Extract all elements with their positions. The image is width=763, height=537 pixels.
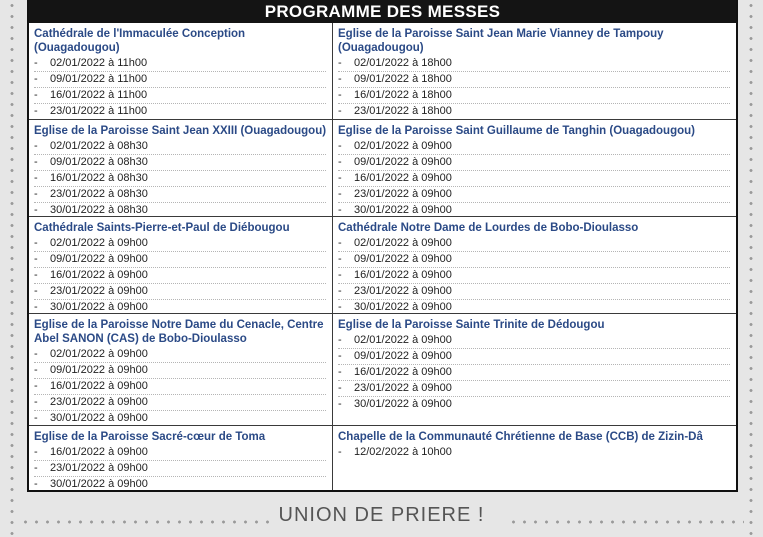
bullet-dash: -: [34, 348, 38, 360]
mass-datetime: 16/01/2022 à 11h00: [50, 89, 148, 101]
bullet-dash: -: [34, 269, 38, 281]
church-cell: [333, 426, 736, 490]
church-name: Eglise de la Paroisse Sainte Trinite de Dédougou: [338, 319, 605, 331]
mass-item: [338, 187, 730, 203]
mass-item: [338, 72, 730, 88]
mass-datetime: 23/01/2022 à 08h30: [50, 188, 148, 200]
bullet-dash: -: [34, 412, 38, 424]
church-cell: [29, 217, 333, 314]
mass-item: [34, 56, 326, 72]
mass-datetime: 16/01/2022 à 08h30: [50, 172, 148, 184]
bullet-dash: -: [338, 253, 342, 265]
mass-datetime: 30/01/2022 à 09h00: [354, 398, 452, 410]
church-name: Chapelle de la Communauté Chrétienne de Base (CCB) de Zizin-Dâ: [338, 431, 703, 443]
mass-item: [34, 139, 326, 155]
mass-datetime: 30/01/2022 à 09h00: [50, 412, 148, 424]
mass-datetime: 02/01/2022 à 08h30: [50, 140, 148, 152]
mass-datetime: 02/01/2022 à 09h00: [354, 334, 452, 346]
mass-item: [338, 333, 730, 349]
bullet-dash: -: [34, 105, 38, 117]
bullet-dash: -: [338, 204, 342, 216]
bullet-dash: -: [34, 237, 38, 249]
bullet-dash: -: [34, 364, 38, 376]
mass-datetime: 30/01/2022 à 09h00: [354, 301, 452, 313]
church-name: Eglise de la Paroisse Saint Jean XXIII (Ouagadougou): [34, 125, 327, 137]
mass-item: [34, 379, 326, 395]
mass-item: [34, 477, 326, 490]
bullet-dash: -: [338, 382, 342, 394]
mass-item: [34, 268, 326, 284]
mass-datetime: 02/01/2022 à 09h00: [50, 348, 148, 360]
bullet-dash: -: [338, 188, 342, 200]
mass-datetime: 16/01/2022 à 09h00: [354, 172, 452, 184]
mass-datetime: 02/01/2022 à 09h00: [50, 237, 148, 249]
church-cell: [29, 23, 333, 120]
mass-datetime: 30/01/2022 à 09h00: [50, 301, 148, 313]
mass-item: [34, 252, 326, 268]
mass-item: [338, 88, 730, 104]
mass-item: [338, 203, 730, 217]
mass-datetime: 23/01/2022 à 09h00: [354, 188, 452, 200]
mass-datetime: 12/02/2022 à 10h00: [354, 446, 452, 458]
mass-datetime: 09/01/2022 à 09h00: [354, 350, 452, 362]
mass-item: [34, 104, 326, 120]
mass-schedule-panel: [27, 0, 738, 492]
bullet-dash: -: [338, 172, 342, 184]
bullet-dash: -: [34, 253, 38, 265]
mass-datetime: 23/01/2022 à 09h00: [50, 285, 148, 297]
church-name: Eglise de la Paroisse Notre Dame du Cenacle, Centre Abel SANON (CAS) de Bobo-Dioulasso: [34, 319, 324, 345]
church-cell: [333, 120, 736, 217]
bullet-dash: -: [338, 140, 342, 152]
mass-item: [338, 365, 730, 381]
church-cell: [333, 314, 736, 426]
bullet-dash: -: [34, 285, 38, 297]
mass-item: [34, 395, 326, 411]
mass-item: [338, 56, 730, 72]
mass-datetime: 02/01/2022 à 09h00: [354, 237, 452, 249]
bullet-dash: -: [34, 73, 38, 85]
bullet-dash: -: [338, 57, 342, 69]
footer-text: UNION DE PRIERE !: [278, 504, 485, 526]
mass-item: [34, 411, 326, 426]
bullet-dash: -: [338, 301, 342, 313]
mass-datetime: 23/01/2022 à 09h00: [50, 396, 148, 408]
mass-item: [338, 171, 730, 187]
church-name: Cathédrale Saints-Pierre-et-Paul de Diébougou: [34, 222, 290, 234]
mass-datetime: 09/01/2022 à 09h00: [354, 156, 452, 168]
mass-datetime: 16/01/2022 à 09h00: [354, 269, 452, 281]
dotted-border-right: [749, 0, 753, 537]
church-grid: [29, 23, 736, 490]
mass-item: [34, 363, 326, 379]
mass-datetime: 09/01/2022 à 09h00: [50, 364, 148, 376]
church-cell: [333, 217, 736, 314]
mass-item: [338, 300, 730, 314]
bullet-dash: -: [338, 334, 342, 346]
church-name: Eglise de la Paroisse Saint Jean Marie Vianney de Tampouy (Ouagadougou): [338, 28, 664, 54]
bullet-dash: -: [338, 237, 342, 249]
mass-item: [338, 284, 730, 300]
mass-datetime: 30/01/2022 à 08h30: [50, 204, 148, 216]
mass-item: [34, 300, 326, 314]
mass-item: [338, 155, 730, 171]
mass-item: [338, 236, 730, 252]
bullet-dash: -: [338, 366, 342, 378]
mass-datetime: 16/01/2022 à 18h00: [354, 89, 452, 101]
mass-datetime: 16/01/2022 à 09h00: [50, 380, 148, 392]
mass-item: [338, 268, 730, 284]
mass-datetime: 16/01/2022 à 09h00: [50, 446, 148, 458]
mass-item: [338, 397, 730, 412]
bullet-dash: -: [338, 89, 342, 101]
mass-item: [34, 187, 326, 203]
mass-datetime: 23/01/2022 à 09h00: [354, 285, 452, 297]
church-name: Eglise de la Paroisse Saint Guillaume de Tanghin (Ouagadougou): [338, 125, 695, 137]
bullet-dash: -: [338, 350, 342, 362]
bullet-dash: -: [34, 140, 38, 152]
mass-item: [338, 349, 730, 365]
mass-item: [34, 347, 326, 363]
bullet-dash: -: [34, 301, 38, 313]
mass-item: [34, 171, 326, 187]
mass-item: [34, 155, 326, 171]
bullet-dash: -: [338, 269, 342, 281]
mass-item: [34, 203, 326, 217]
mass-item: [34, 72, 326, 88]
mass-datetime: 23/01/2022 à 11h00: [50, 105, 148, 117]
mass-datetime: 02/01/2022 à 18h00: [354, 57, 452, 69]
church-cell: [333, 23, 736, 120]
mass-datetime: 09/01/2022 à 09h00: [354, 253, 452, 265]
mass-item: [34, 284, 326, 300]
mass-item: [338, 381, 730, 397]
page-title: PROGRAMME DES MESSES: [29, 0, 736, 23]
bullet-dash: -: [34, 156, 38, 168]
church-name: Cathédrale de l'Immaculée Conception (Ouagadougou): [34, 28, 246, 54]
dotted-border-left: [10, 0, 14, 537]
bullet-dash: -: [34, 446, 38, 458]
mass-datetime: 30/01/2022 à 09h00: [354, 204, 452, 216]
bullet-dash: -: [338, 446, 342, 458]
mass-datetime: 09/01/2022 à 09h00: [50, 253, 148, 265]
bullet-dash: -: [338, 156, 342, 168]
mass-datetime: 23/01/2022 à 09h00: [354, 382, 452, 394]
mass-item: [34, 445, 326, 461]
mass-datetime: 02/01/2022 à 09h00: [354, 140, 452, 152]
mass-datetime: 16/01/2022 à 09h00: [354, 366, 452, 378]
bullet-dash: -: [338, 398, 342, 410]
mass-datetime: 30/01/2022 à 09h00: [50, 478, 148, 490]
bullet-dash: -: [34, 380, 38, 392]
church-cell: [29, 426, 333, 490]
mass-datetime: 09/01/2022 à 18h00: [354, 73, 452, 85]
mass-item: [338, 104, 730, 120]
bullet-dash: -: [338, 73, 342, 85]
bullet-dash: -: [34, 89, 38, 101]
mass-datetime: 23/01/2022 à 18h00: [354, 105, 452, 117]
mass-item: [338, 252, 730, 268]
mass-datetime: 23/01/2022 à 09h00: [50, 462, 148, 474]
mass-datetime: 16/01/2022 à 09h00: [50, 269, 148, 281]
church-cell: [29, 314, 333, 426]
church-name: Cathédrale Notre Dame de Lourdes de Bobo-Dioulasso: [338, 222, 639, 234]
church-cell: [29, 120, 333, 217]
mass-item: [338, 139, 730, 155]
bullet-dash: -: [34, 204, 38, 216]
bullet-dash: -: [338, 285, 342, 297]
bullet-dash: -: [34, 396, 38, 408]
mass-datetime: 02/01/2022 à 11h00: [50, 57, 148, 69]
mass-item: [34, 236, 326, 252]
bullet-dash: -: [34, 172, 38, 184]
bullet-dash: -: [34, 57, 38, 69]
mass-item: [34, 461, 326, 477]
mass-item: [34, 88, 326, 104]
bullet-dash: -: [34, 188, 38, 200]
mass-item: [338, 445, 730, 460]
mass-datetime: 09/01/2022 à 11h00: [50, 73, 148, 85]
church-name: Eglise de la Paroisse Sacré-cœur de Toma: [34, 431, 266, 443]
bullet-dash: -: [34, 478, 38, 490]
mass-datetime: 09/01/2022 à 08h30: [50, 156, 148, 168]
bullet-dash: -: [34, 462, 38, 474]
bullet-dash: -: [338, 105, 342, 117]
